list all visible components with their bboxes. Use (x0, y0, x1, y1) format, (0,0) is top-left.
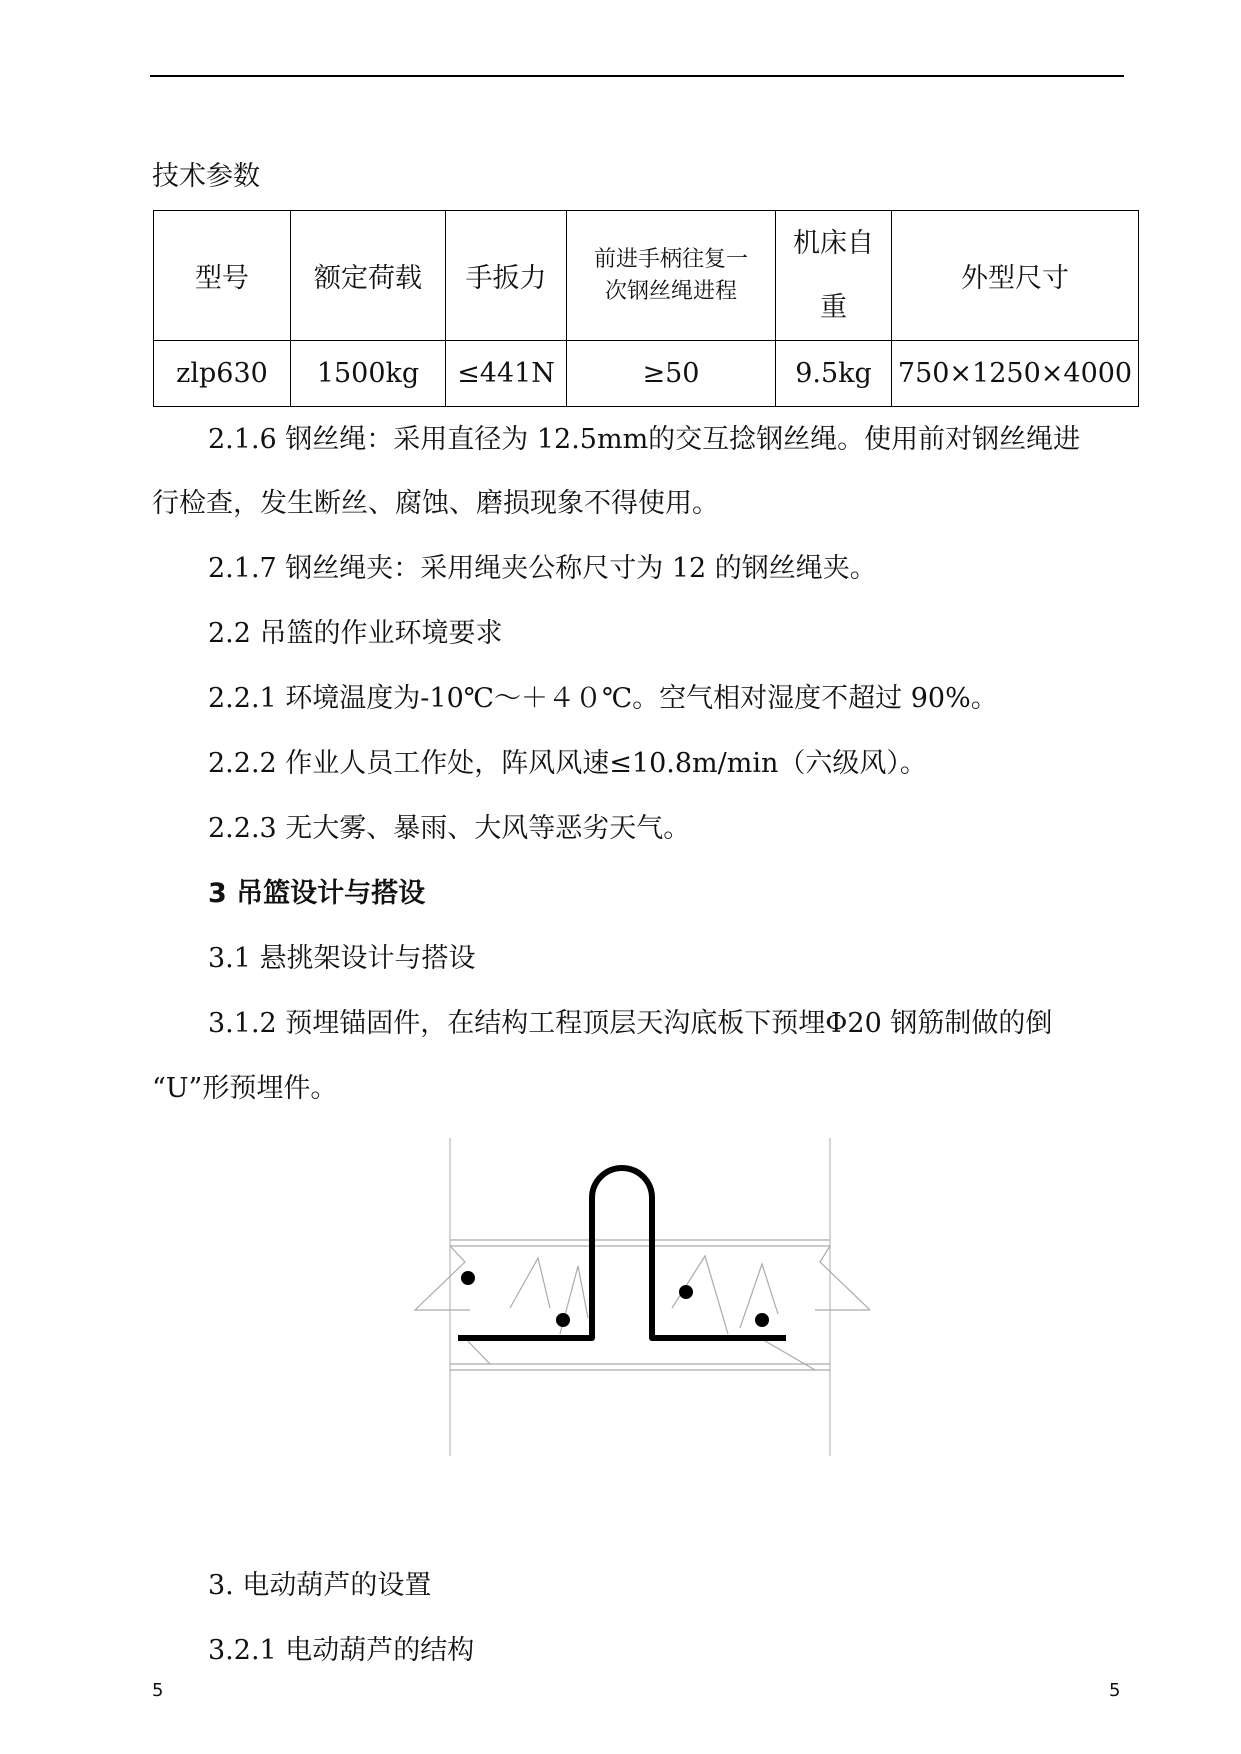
diagram-slab-outline (415, 1240, 870, 1370)
header-machine-weight-line1: 机床自 (793, 227, 874, 259)
table-header-row (154, 211, 1139, 341)
paragraph-2-1-6-line2: 行检查，发生断丝、腐蚀、磨损现象不得使用。 (152, 488, 719, 519)
header-machine-weight (776, 211, 892, 341)
paragraph-3-1-2-line1: 3.1.2 预埋锚固件，在结构工程顶层天沟底板下预埋Φ20 钢筋制做的倒 (208, 1008, 1053, 1039)
parameters-table (153, 210, 1139, 407)
paragraph-3-1-2-line2: “U”形预埋件。 (152, 1073, 338, 1104)
cell-machine-weight: 9.5kg (776, 341, 892, 407)
table-caption: 技术参数 (152, 161, 260, 192)
header-machine-weight-line2: 重 (820, 291, 847, 323)
cell-hand-force: ≤441N (446, 341, 567, 407)
heading-3-1: 3.1 悬挑架设计与搭设 (208, 943, 476, 974)
section-heading-3: 3 吊篮设计与搭设 (208, 878, 426, 909)
cell-rated-load: 1500kg (291, 341, 446, 407)
rebar-dot-4 (755, 1313, 769, 1327)
paragraph-2-1-6-line1: 2.1.6 钢丝绳：采用直径为 12.5mm的交互捻钢丝绳。使用前对钢丝绳进 (208, 424, 1081, 455)
rebar-dot-3 (679, 1285, 693, 1299)
cell-rope-stroke: ≥50 (567, 341, 776, 407)
cell-model: zlp630 (154, 341, 291, 407)
cell-dimensions: 750×1250×4000 (892, 341, 1139, 407)
heading-3-2-1: 3.2.1 电动葫芦的结构 (208, 1635, 475, 1666)
header-rope-stroke-line1: 前进手柄往复一 (593, 246, 748, 272)
page-number-right: 5 (1109, 1680, 1121, 1701)
paragraph-2-1-7: 2.1.7 钢丝绳夹：采用绳夹公称尺寸为 12 的钢丝绳夹。 (208, 553, 877, 584)
page-number-left: 5 (152, 1680, 164, 1701)
heading-2-2: 2.2 吊篮的作业环境要求 (208, 618, 503, 649)
header-dimensions: 外型尺寸 (892, 211, 1139, 341)
header-rope-stroke (567, 211, 776, 341)
heading-3-2: 3. 电动葫芦的设置 (208, 1570, 432, 1601)
header-hand-force: 手扳力 (446, 211, 567, 341)
u-anchor-diagram (410, 1138, 870, 1456)
header-rated-load: 额定荷载 (291, 211, 446, 341)
rebar-dot-2 (556, 1313, 570, 1327)
header-rope-stroke-line2: 次钢丝绳进程 (604, 278, 737, 304)
header-model: 型号 (154, 211, 291, 341)
table-row (154, 341, 1139, 407)
paragraph-2-2-1: 2.2.1 环境温度为-10℃～＋４０℃。空气相对湿度不超过 90%。 (208, 683, 998, 714)
paragraph-2-2-2: 2.2.2 作业人员工作处，阵风风速≤10.8m/min（六级风）。 (208, 748, 927, 779)
u-shaped-rebar (458, 1168, 786, 1338)
header-rule (150, 75, 1124, 77)
rebar-dot-1 (461, 1271, 475, 1285)
paragraph-2-2-3: 2.2.3 无大雾、暴雨、大风等恶劣天气。 (208, 813, 691, 844)
